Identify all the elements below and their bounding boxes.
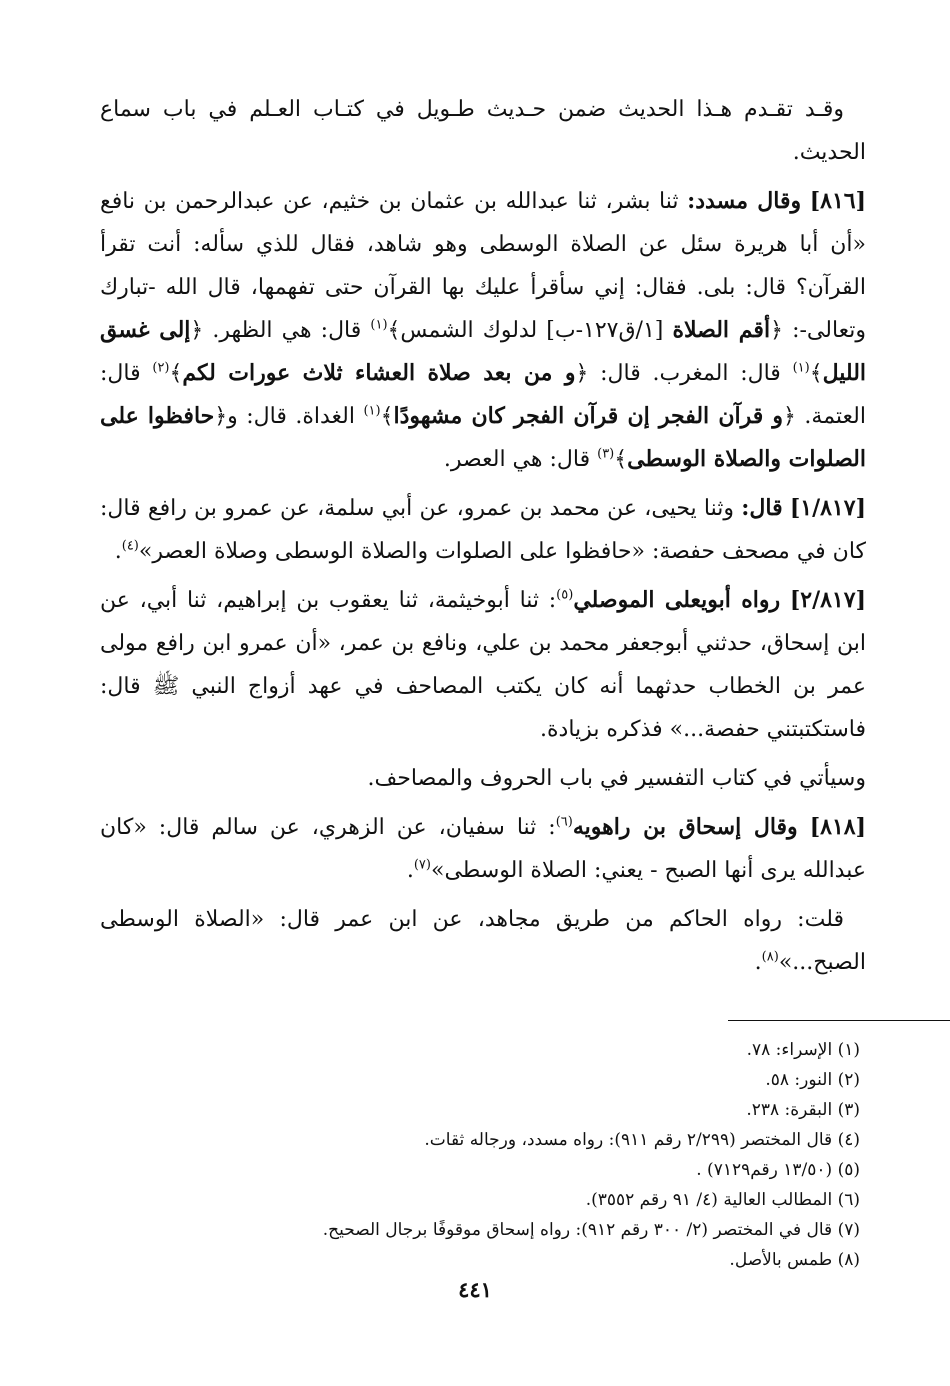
hadith-text: قال: هي العصر. [443, 447, 598, 472]
hadith-text: قال: المغرب. قال: ﴿ [575, 361, 793, 386]
hadith-text: الغداة. قال: و﴿ [214, 404, 364, 429]
hadith-818 [100, 806, 866, 892]
footnote-marker: (٧) [413, 857, 431, 873]
hadith-text: ﴾ [614, 447, 628, 472]
footnote-marker: (٣) [597, 446, 615, 462]
footnote-marker: (٤) [121, 538, 139, 554]
hadith-narrator: رواه أبويعلى الموصلي [573, 587, 781, 613]
quran-verse: و من بعد صلاة العشاء ثلاث عورات لكم [182, 360, 576, 386]
hadith-text: قال: العتمة. ﴿ [100, 361, 866, 429]
hadith-816 [100, 180, 866, 481]
hadith-number: [٨١٦] [809, 188, 866, 214]
hadith-narrator: قال: [741, 495, 783, 521]
footnote-marker: (١) [792, 360, 810, 376]
footnote-item: (٢) النور: ٥٨. [765, 1070, 860, 1090]
hadith-text: ﴾ [809, 361, 823, 386]
footnote-marker: (١) [363, 403, 381, 419]
footnote-marker: (٥) [556, 587, 574, 603]
footnotes [100, 1035, 866, 1275]
hadith-text: ﴾ [169, 361, 183, 386]
hadith-number: [١/٨١٧] [789, 495, 866, 521]
quran-verse: حافظوا على الصلوات والصلاة الوسطى [100, 403, 866, 472]
footnote-item: (٦) المطالب العالية (٤/ ٩١ رقم ٣٥٥٢). [585, 1190, 860, 1210]
hadith-narrator: وقال مسدد: [687, 188, 802, 214]
footnote-item: (٥) (١٣/٥٠ رقم٧١٢٩) . [696, 1160, 860, 1180]
footnote-item: (٧) قال في المختصر (٢/ ٣٠٠ رقم ٩١٢): رواه إسحاق موقوفًا برجال الصحيح. [322, 1220, 860, 1240]
hadith-text: . [114, 539, 122, 564]
footnote-marker: (١) [370, 317, 388, 333]
hadith-text: قال: هي الظهر. ﴿ [190, 318, 371, 343]
cross-reference-note: وسيأتي في كتاب التفسير في باب الحروف والمصاحف. [367, 766, 866, 791]
footnote-item: (٣) البقرة: ٢٣٨. [746, 1100, 860, 1120]
quran-verse: إلى غسق الليل [100, 317, 867, 386]
hadith-text: [١/ق١٢٧-ب] لدلوك الشمس﴾ [387, 318, 664, 343]
hadith-text: وثنا يحيى، عن محمد بن عمرو، عن أبي سلمة، عن عمرو بن رافع قال: كان في مصحف حفصة: «حافظوا على الصلوات والصلاة الوسطى وصلاة العصر» [100, 496, 866, 564]
hadith-text: : ثنا سفيان، عن الزهري، عن سالم قال: «كان عبدالله يرى أنها الصبح - يعني: الصلاة الوسطى» [100, 815, 866, 883]
hadith-text: : ثنا أبوخيثمة، ثنا يعقوب بن إبراهيم، ثنا أبي، عن ابن إسحاق، حدثني أبوجعفر محمد بن علي، ونافع بن عمر، «أن عمرو ابن رافع مولى عمر بن الخطاب حدثهما أنه كان يكتب المصاحف في عهد أزواج النبي ﷺ قال: فاستكتبتني حفصة...» فذكره بزيادة. [100, 588, 866, 742]
hadith-817-1 [100, 487, 866, 573]
footnote-marker: (٦) [555, 814, 573, 830]
comment-text: قلت: رواه الحاكم من طريق مجاهد، عن ابن عمر قال: «الصلاة الوسطى الصبح...» [100, 907, 866, 975]
hadith-number: [٢/٨١٧] [789, 587, 866, 613]
hadith-number: [٨١٨] [809, 814, 866, 840]
footnote-marker: (٢) [152, 360, 170, 376]
author-comment [100, 898, 866, 984]
hadith-817-2 [100, 579, 866, 751]
quran-verse: و قرآن الفجر إن قرآن الفجر كان مشهودًا [393, 403, 784, 429]
footnote-item: (٤) قال المختصر (٢/٢٩٩ رقم ٩١١): رواه مسدد، ورجاله ثقات. [424, 1130, 860, 1150]
quran-verse: أقم الصلاة [672, 317, 771, 343]
footnote-item: (١) الإسراء: ٧٨. [746, 1040, 860, 1060]
hadith-text: ﴾ [380, 404, 394, 429]
page-number: ٤٤١ [458, 1277, 492, 1302]
paragraph-intro: وقـد تقـدم هـذا الحديث ضمن حـديث طـويل في كتـاب العـلم في باب سماع الحديث. [100, 97, 866, 165]
footnote-marker: (٨) [761, 949, 779, 965]
hadith-text: ثنا بشر، ثنا عبدالله بن عثمان بن خثيم، عن عبدالرحمن بن نافع «أن أبا هريرة سئل عن الصلاة الوسطى وهو شاهد، فقال للذي سأله: أنت تقرأ القرآن؟ قال: بلى. فقال: إني سأقرأ عليك بها القرآن حتى تفهمها، قال الله -تبارك وتعالى-: ﴿ [100, 189, 867, 343]
hadith-narrator: وقال إسحاق بن راهويه [572, 814, 798, 840]
hadith-text: . [406, 858, 414, 883]
footnote-separator [728, 1020, 950, 1021]
footnote-item: (٨) طمس بالأصل. [729, 1250, 860, 1270]
footnote-separator-wrap [100, 1020, 866, 1021]
comment-text: . [754, 950, 762, 975]
